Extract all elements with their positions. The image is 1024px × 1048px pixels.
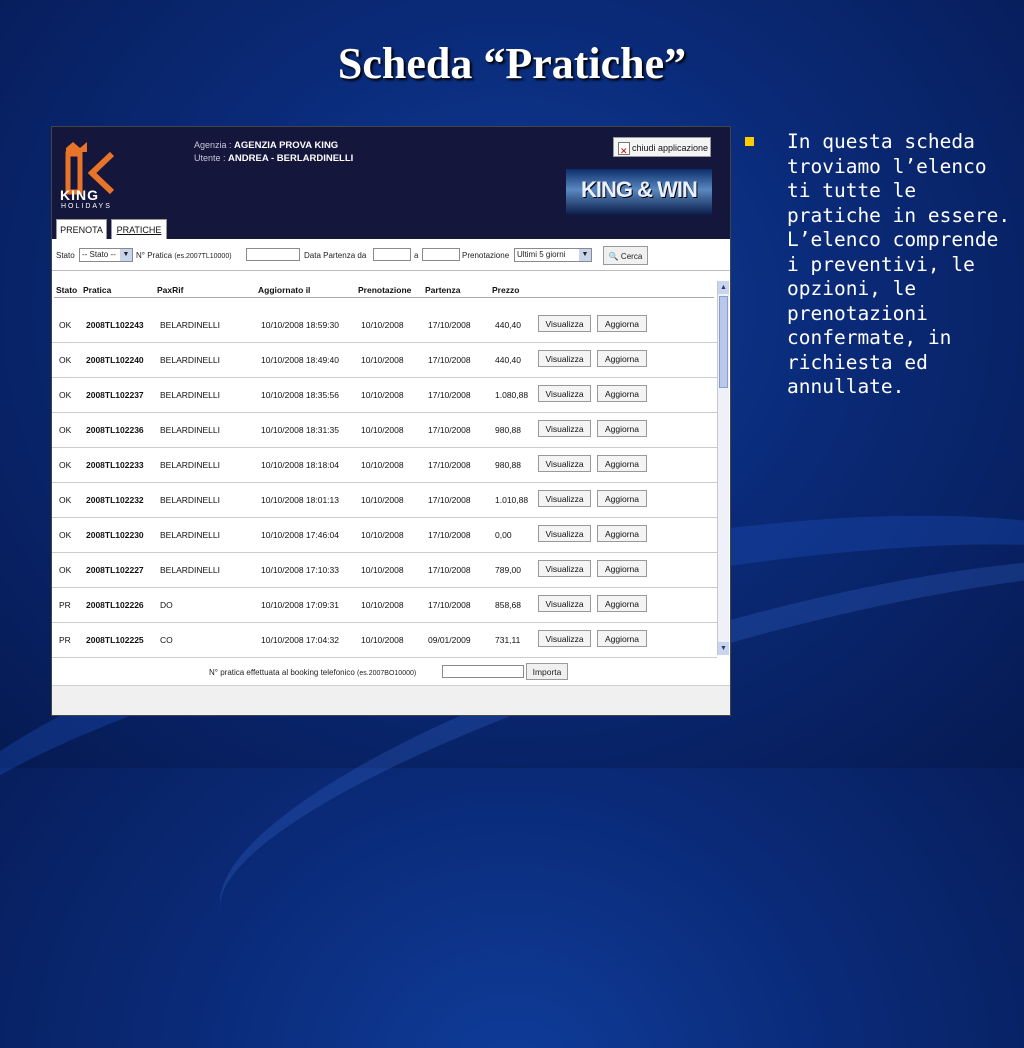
logo-name: KING	[60, 187, 99, 203]
stato-label: Stato	[56, 251, 75, 260]
aggiorna-button[interactable]: Aggiorna	[597, 350, 647, 367]
cell-aggiornato: 10/10/2008 17:04:32	[261, 635, 339, 645]
aggiorna-button[interactable]: Aggiorna	[597, 385, 647, 402]
col-partenza: Partenza	[425, 285, 461, 295]
cell-aggiornato: 10/10/2008 18:18:04	[261, 460, 339, 470]
numero-label	[136, 251, 232, 260]
cell-paxrif: BELARDINELLI	[160, 495, 220, 505]
aggiorna-button[interactable]: Aggiorna	[597, 420, 647, 437]
col-prezzo: Prezzo	[492, 285, 520, 295]
cell-prezzo: 980,88	[495, 460, 521, 470]
footer-label-text: N° pratica effettuata al booking telefonico	[209, 668, 355, 677]
dropdown-arrow-icon: ▼	[579, 249, 591, 261]
table-row	[52, 622, 717, 658]
table-scrollbar[interactable]	[717, 281, 729, 655]
cell-partenza: 17/10/2008	[428, 565, 471, 575]
close-app-button[interactable]	[613, 137, 711, 157]
close-app-label: chiudi applicazione	[632, 143, 709, 153]
cell-prenotazione: 10/10/2008	[361, 460, 404, 470]
visualizza-button[interactable]: Visualizza	[538, 385, 591, 402]
bullet-text: In questa scheda troviamo l’elenco ti tutte le pratiche in essere. L’elenco comprende i preventivi, le opzioni, le prenotazioni confermate, in richiesta ed annullate.	[787, 130, 1011, 398]
cell-stato: OK	[59, 390, 72, 400]
cell-pratica: 2008TL102243	[86, 320, 144, 330]
scroll-thumb[interactable]	[719, 296, 728, 388]
footer-label	[209, 668, 416, 677]
cell-pratica: 2008TL102233	[86, 460, 144, 470]
cell-prezzo: 440,40	[495, 320, 521, 330]
aggiorna-button[interactable]: Aggiorna	[597, 455, 647, 472]
tab-prenota[interactable]: PRENOTA	[56, 219, 107, 239]
utente-value: ANDREA - BERLARDINELLI	[228, 153, 354, 164]
data-a-label: a	[414, 251, 419, 260]
cell-aggiornato: 10/10/2008 18:35:56	[261, 390, 339, 400]
utente-label: Utente :	[194, 153, 226, 163]
booking-number-input[interactable]	[442, 665, 524, 678]
data-da-input[interactable]	[373, 248, 411, 261]
cell-prenotazione: 10/10/2008	[361, 600, 404, 610]
visualizza-button[interactable]: Visualizza	[538, 350, 591, 367]
cell-aggiornato: 10/10/2008 17:10:33	[261, 565, 339, 575]
aggiorna-button[interactable]: Aggiorna	[597, 525, 647, 542]
importa-button[interactable]: Importa	[526, 663, 568, 680]
cell-pratica: 2008TL102240	[86, 355, 144, 365]
cell-paxrif: BELARDINELLI	[160, 565, 220, 575]
cell-partenza: 09/01/2009	[428, 635, 471, 645]
cell-partenza: 17/10/2008	[428, 495, 471, 505]
cell-stato: OK	[59, 460, 72, 470]
scroll-up-icon[interactable]: ▲	[718, 281, 729, 294]
cell-paxrif: BELARDINELLI	[160, 390, 220, 400]
aggiorna-button[interactable]: Aggiorna	[597, 630, 647, 647]
cell-paxrif: BELARDINELLI	[160, 425, 220, 435]
cell-aggiornato: 10/10/2008 17:46:04	[261, 530, 339, 540]
cell-prezzo: 0,00	[495, 530, 512, 540]
numero-pratica-input[interactable]	[246, 248, 300, 261]
col-aggiornato: Aggiornato il	[258, 285, 311, 295]
table-row	[52, 552, 717, 588]
aggiorna-button[interactable]: Aggiorna	[597, 560, 647, 577]
header-divider	[54, 297, 714, 298]
logo-subtitle: HOLIDAYS	[61, 203, 112, 210]
cell-partenza: 17/10/2008	[428, 390, 471, 400]
cell-paxrif: CO	[160, 635, 173, 645]
cell-aggiornato: 10/10/2008 18:59:30	[261, 320, 339, 330]
filter-bar	[52, 240, 730, 271]
prenotazione-select[interactable]	[514, 248, 592, 262]
cell-prezzo: 980,88	[495, 425, 521, 435]
numero-hint: (es.2007TL10000)	[174, 253, 232, 260]
cell-pratica: 2008TL102230	[86, 530, 144, 540]
visualizza-button[interactable]: Visualizza	[538, 490, 591, 507]
cell-stato: OK	[59, 495, 72, 505]
cell-prezzo: 440,40	[495, 355, 521, 365]
table-row	[52, 447, 717, 483]
visualizza-button[interactable]: Visualizza	[538, 595, 591, 612]
cell-paxrif: BELARDINELLI	[160, 320, 220, 330]
cell-stato: OK	[59, 530, 72, 540]
cell-prezzo: 858,68	[495, 600, 521, 610]
table-row	[52, 307, 717, 343]
aggiorna-button[interactable]: Aggiorna	[597, 315, 647, 332]
king-win-banner: KING & WIN	[566, 169, 712, 215]
table-row	[52, 342, 717, 378]
cell-prenotazione: 10/10/2008	[361, 425, 404, 435]
tab-pratiche[interactable]: PRATICHE	[111, 219, 167, 239]
data-a-input[interactable]	[422, 248, 460, 261]
cell-prenotazione: 10/10/2008	[361, 355, 404, 365]
cell-prezzo: 789,00	[495, 565, 521, 575]
numero-label-text: N° Pratica	[136, 251, 173, 260]
cell-partenza: 17/10/2008	[428, 600, 471, 610]
cell-pratica: 2008TL102227	[86, 565, 144, 575]
cell-paxrif: BELARDINELLI	[160, 530, 220, 540]
dropdown-arrow-icon: ▼	[120, 249, 132, 261]
bullet-marker	[745, 137, 754, 146]
cell-prenotazione: 10/10/2008	[361, 635, 404, 645]
visualizza-button[interactable]: Visualizza	[538, 525, 591, 542]
cell-stato: OK	[59, 565, 72, 575]
cell-prenotazione: 10/10/2008	[361, 320, 404, 330]
cell-partenza: 17/10/2008	[428, 460, 471, 470]
cell-prenotazione: 10/10/2008	[361, 565, 404, 575]
cell-aggiornato: 10/10/2008 17:09:31	[261, 600, 339, 610]
agenzia-value: AGENZIA PROVA KING	[234, 140, 339, 151]
cell-partenza: 17/10/2008	[428, 355, 471, 365]
table-row	[52, 412, 717, 448]
col-prenotazione: Prenotazione	[358, 285, 412, 295]
cell-pratica: 2008TL102225	[86, 635, 144, 645]
cerca-label: Cerca	[620, 252, 643, 261]
cerca-button[interactable]	[603, 246, 648, 265]
agenzia-info	[194, 140, 338, 151]
visualizza-button[interactable]: Visualizza	[538, 560, 591, 577]
prenotazione-label: Prenotazione	[462, 251, 510, 260]
cell-paxrif: BELARDINELLI	[160, 355, 220, 365]
visualizza-button[interactable]: Visualizza	[538, 630, 591, 647]
app-screenshot	[51, 126, 731, 716]
cell-prezzo: 731,11	[495, 635, 521, 645]
cell-aggiornato: 10/10/2008 18:01:13	[261, 495, 339, 505]
footer-hint: (es.2007BO10000)	[357, 670, 417, 677]
aggiorna-button[interactable]: Aggiorna	[597, 490, 647, 507]
bottom-area	[52, 685, 730, 716]
cell-stato: OK	[59, 320, 72, 330]
cell-pratica: 2008TL102232	[86, 495, 144, 505]
col-paxrif: PaxRif	[157, 285, 184, 295]
close-app-icon	[618, 142, 630, 155]
cell-aggiornato: 10/10/2008 18:31:35	[261, 425, 339, 435]
table-row	[52, 377, 717, 413]
stato-select-value: -- Stato --	[82, 250, 116, 259]
cell-partenza: 17/10/2008	[428, 530, 471, 540]
app-header	[52, 127, 730, 239]
visualizza-button[interactable]: Visualizza	[538, 455, 591, 472]
agenzia-label: Agenzia :	[194, 140, 232, 150]
cell-paxrif: BELARDINELLI	[160, 460, 220, 470]
table-row	[52, 517, 717, 553]
table-row	[52, 587, 717, 623]
aggiorna-button[interactable]: Aggiorna	[597, 595, 647, 612]
search-icon: 🔍	[608, 252, 619, 261]
cell-stato: OK	[59, 355, 72, 365]
prenotazione-select-value: Ultimi 5 giorni	[517, 250, 566, 259]
data-partenza-label: Data Partenza da	[304, 251, 367, 260]
cell-pratica: 2008TL102236	[86, 425, 144, 435]
stato-select[interactable]	[79, 248, 133, 262]
cell-pratica: 2008TL102226	[86, 600, 144, 610]
table-row	[52, 482, 717, 518]
cell-prenotazione: 10/10/2008	[361, 530, 404, 540]
cell-pratica: 2008TL102237	[86, 390, 144, 400]
slide-title: Scheda “Pratiche”	[337, 39, 687, 88]
visualizza-button[interactable]: Visualizza	[538, 315, 591, 332]
visualizza-button[interactable]: Visualizza	[538, 420, 591, 437]
col-stato: Stato	[56, 285, 78, 295]
cell-partenza: 17/10/2008	[428, 425, 471, 435]
cell-stato: OK	[59, 425, 72, 435]
cell-stato: PR	[59, 635, 71, 645]
cell-partenza: 17/10/2008	[428, 320, 471, 330]
cell-paxrif: DO	[160, 600, 173, 610]
scroll-down-icon[interactable]: ▼	[718, 642, 729, 655]
utente-info	[194, 153, 353, 164]
cell-prenotazione: 10/10/2008	[361, 495, 404, 505]
cell-stato: PR	[59, 600, 71, 610]
col-pratica: Pratica	[83, 285, 112, 295]
cell-prenotazione: 10/10/2008	[361, 390, 404, 400]
cell-prezzo: 1.080,88	[495, 390, 529, 400]
cell-aggiornato: 10/10/2008 18:49:40	[261, 355, 339, 365]
cell-prezzo: 1.010,88	[495, 495, 529, 505]
